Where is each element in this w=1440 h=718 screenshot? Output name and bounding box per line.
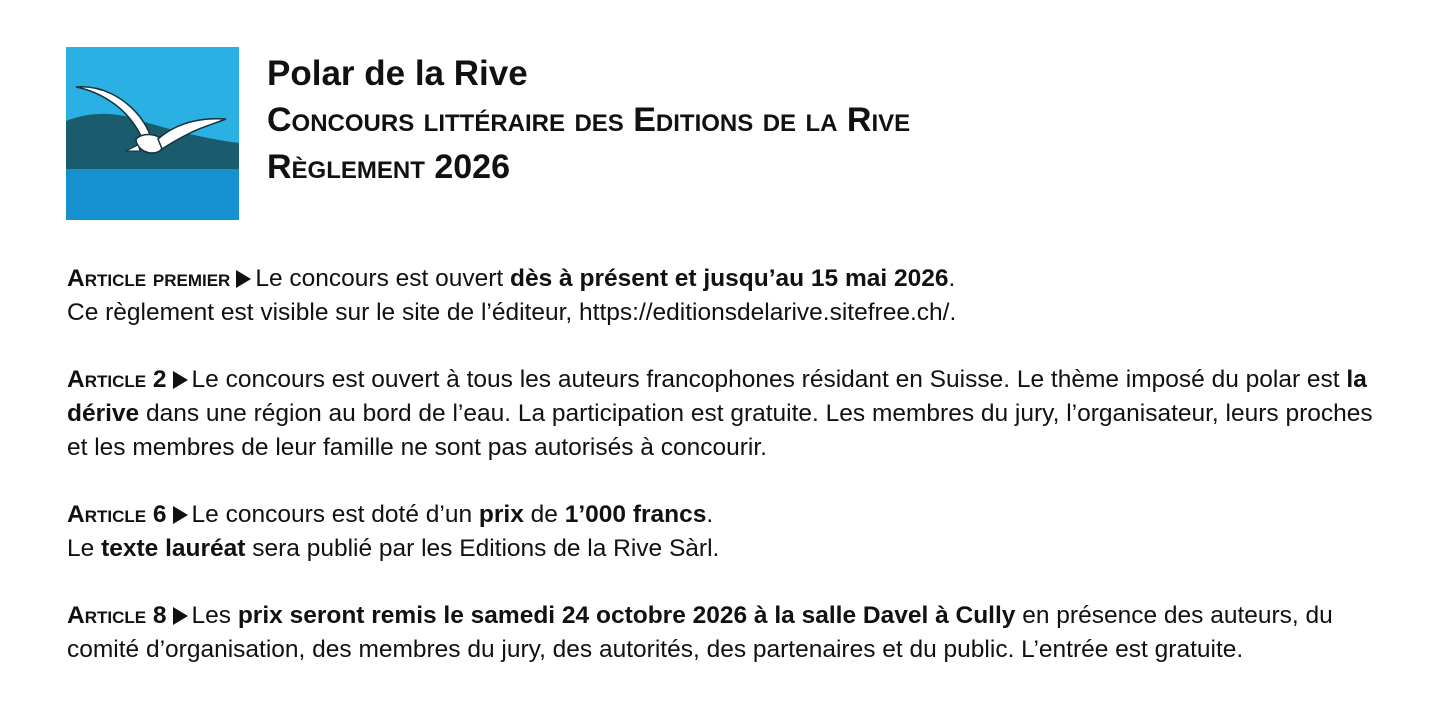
- article-label: Article 8: [67, 602, 167, 629]
- prize-amount: 1’000 francs: [564, 501, 707, 528]
- article-text: Le concours est ouvert à tous les auteurs francophones résidant en Suisse. Le thème imposé du polar est: [191, 366, 1347, 393]
- triangle-right-icon: [173, 607, 188, 625]
- article-highlight: prix seront remis le samedi 24 octobre 2026 à la salle Davel à Cully: [237, 602, 1016, 629]
- triangle-right-icon: [236, 270, 251, 288]
- article-text: Le: [67, 535, 102, 562]
- article-text: dans une région au bord de l’eau. La participation est gratuite. Les membres du jury, l’organisateur, leurs proches et les membres de leur famille ne sont pas autorisés à concourir.: [67, 400, 1373, 461]
- article-text: en présence des auteurs, du comité d’organisation, des membres du jury, des autorités, des partenaires et du public. L’entrée est gratuite.: [67, 602, 1333, 663]
- page-title: Polar de la Rive: [267, 54, 528, 93]
- triangle-right-icon: [173, 371, 188, 389]
- seagull-logo-icon: [66, 47, 239, 220]
- article-label: Article premier: [67, 265, 231, 292]
- article-text: Le concours est doté d’un: [191, 501, 479, 528]
- rules-body: [67, 262, 1387, 700]
- article-label: Article 2: [67, 366, 167, 393]
- article-highlight: prix: [478, 501, 524, 528]
- article-6: [67, 498, 1387, 566]
- article-text: Les: [191, 602, 238, 629]
- article-text: sera publié par les Editions de la Rive Sàrl.: [245, 535, 720, 562]
- contest-subtitle: Concours littéraire des Editions de la Rive: [267, 101, 911, 139]
- article-text: de: [523, 501, 565, 528]
- article-label: Article 6: [67, 501, 167, 528]
- article-text: Ce règlement est visible sur le site de l’éditeur, https://editionsdelarive.sitefree.ch/.: [67, 299, 957, 326]
- article-highlight: la dérive: [67, 366, 1367, 427]
- article-highlight: dès à présent et jusqu’au 15 mai 2026: [510, 265, 949, 292]
- article-highlight: texte lauréat: [101, 535, 246, 562]
- article-2: [67, 363, 1387, 465]
- triangle-right-icon: [173, 506, 188, 524]
- article-8: [67, 599, 1387, 667]
- article-text: .: [948, 265, 956, 292]
- rules-title: Règlement 2026: [267, 148, 510, 186]
- article-text: .: [706, 501, 714, 528]
- article-premier: [67, 262, 1387, 330]
- page-header: [267, 50, 910, 191]
- logo-water: [66, 169, 239, 220]
- article-text: Le concours est ouvert: [255, 265, 511, 292]
